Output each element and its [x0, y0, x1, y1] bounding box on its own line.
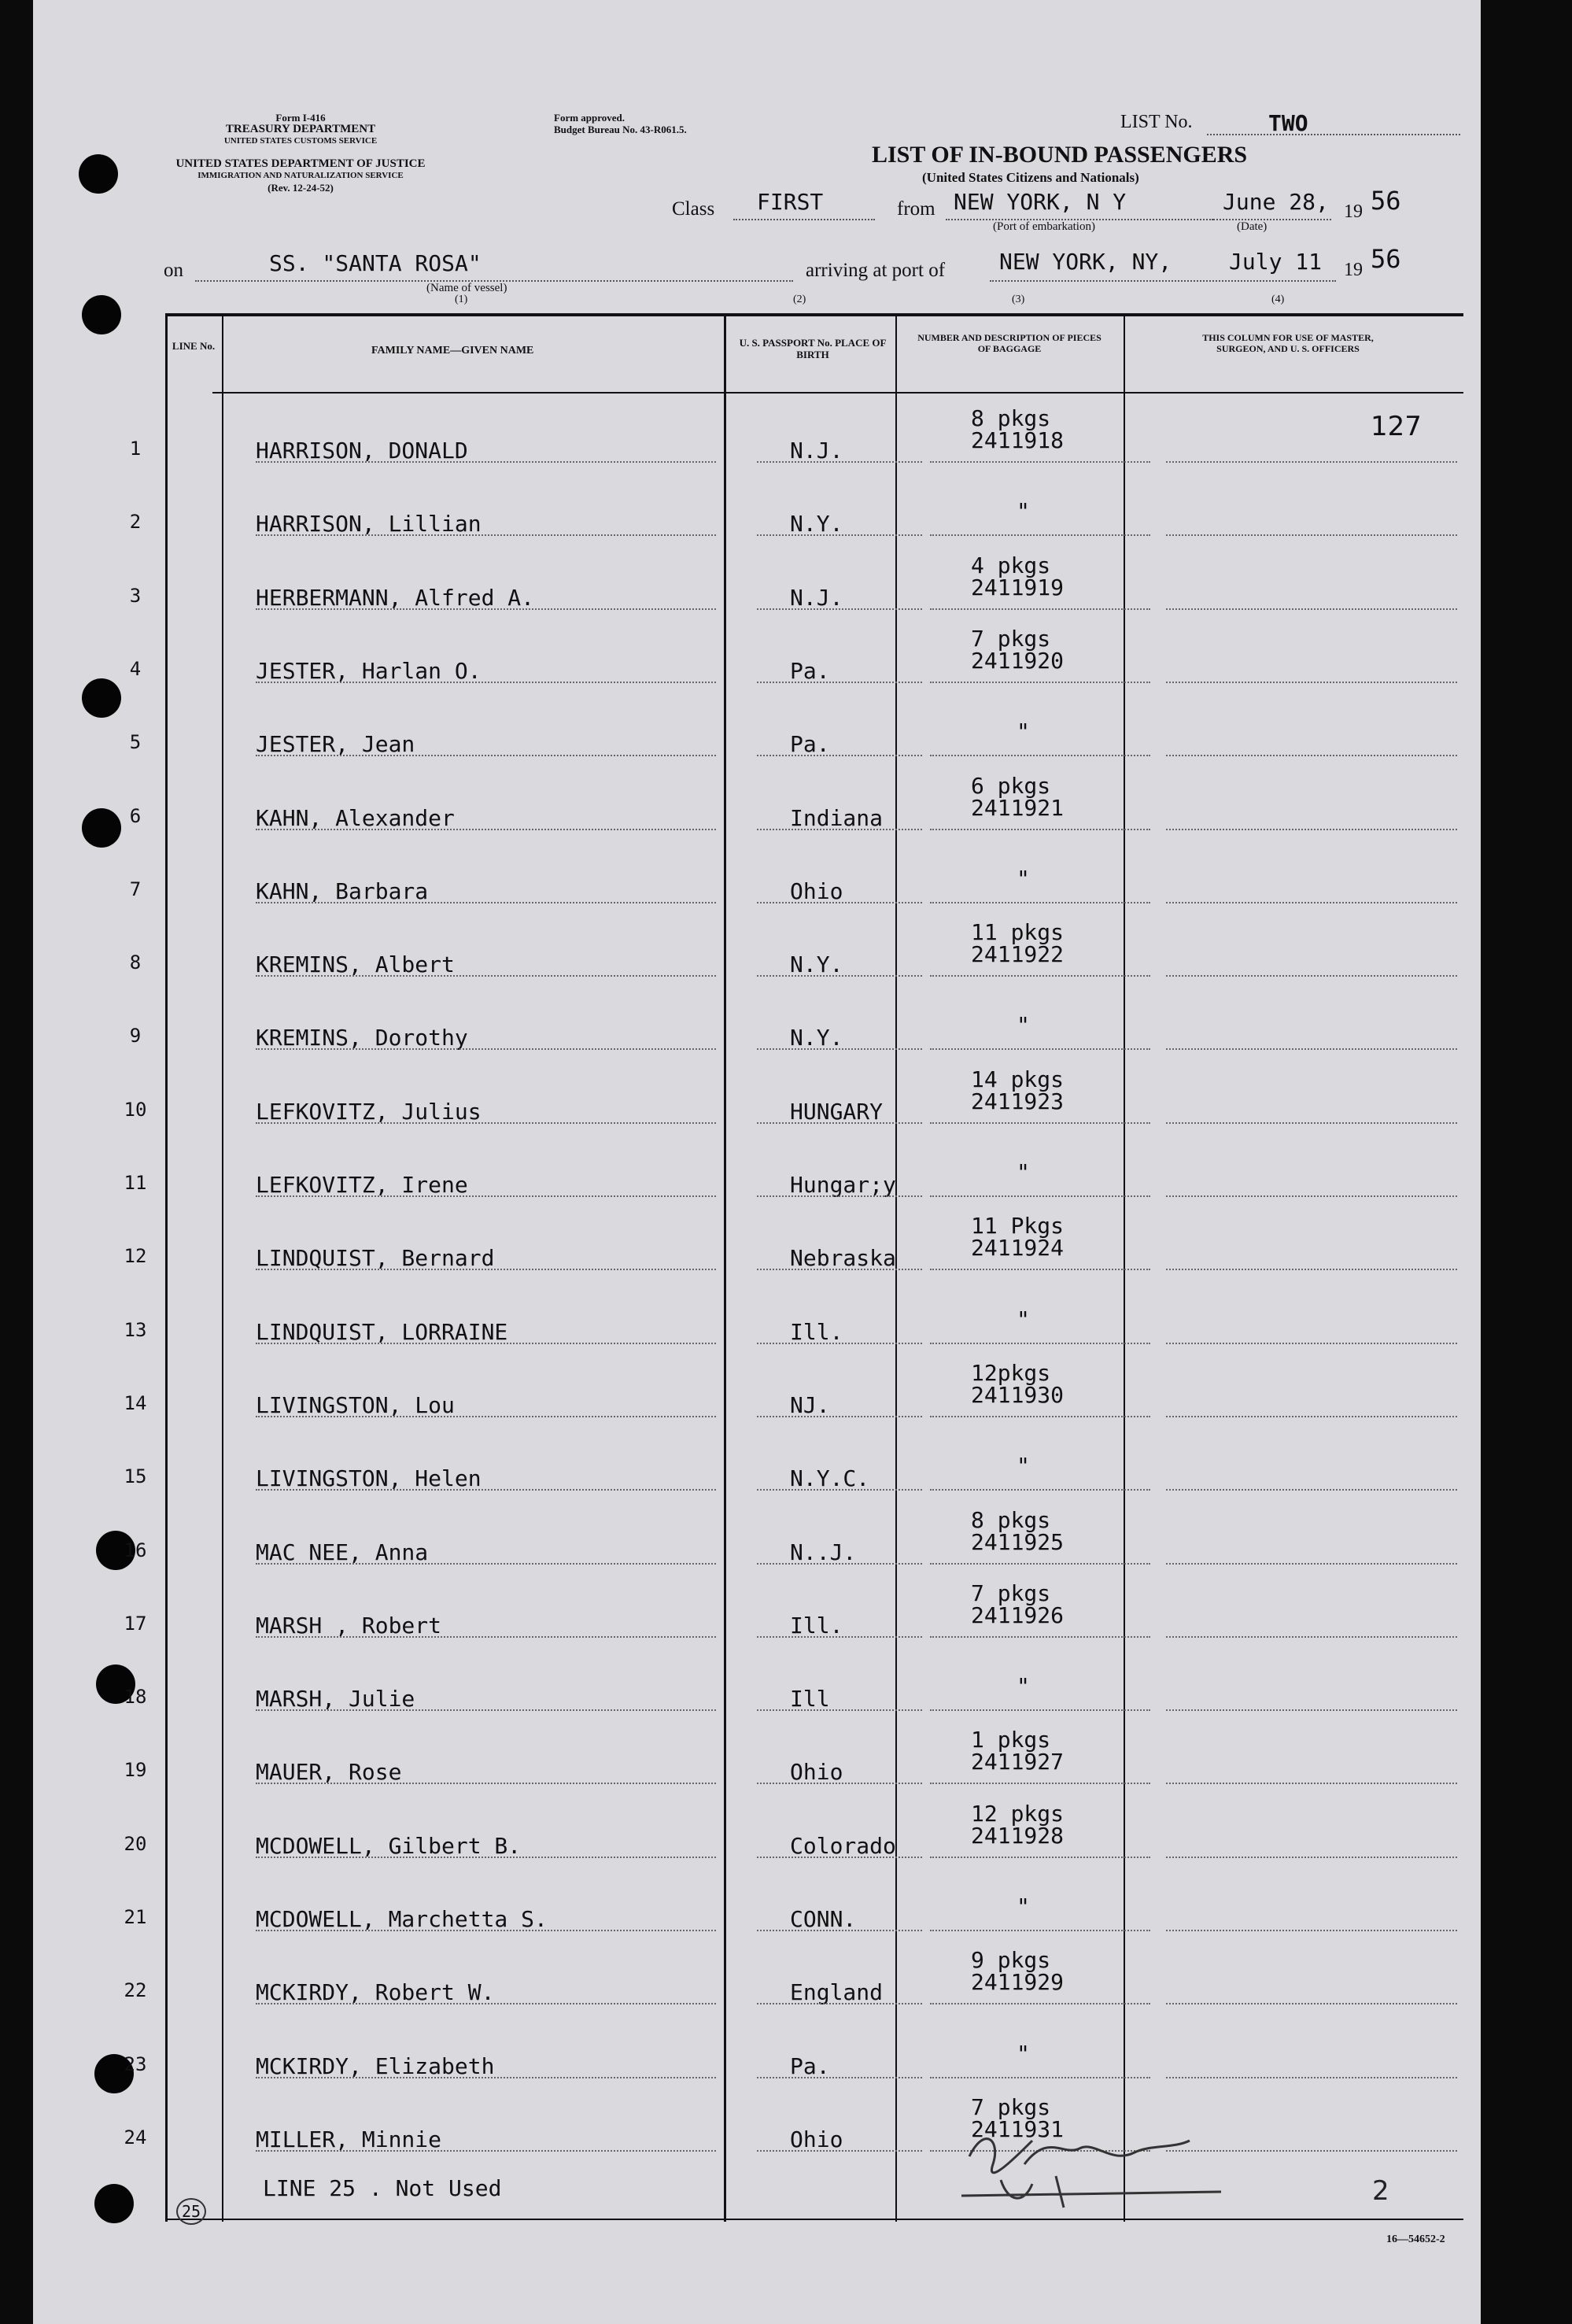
- ditto-mark: ": [1017, 865, 1030, 892]
- ditto-mark: ": [1017, 1012, 1030, 1039]
- officer-dotted-line: [1166, 1489, 1457, 1491]
- baggage-dotted-line: [930, 2077, 1150, 2078]
- table-row: [33, 1431, 1481, 1504]
- treasury-dept: TREASURY DEPARTMENT: [225, 123, 376, 135]
- officer-dotted-line: [1166, 1122, 1457, 1124]
- line-number: 7: [129, 878, 142, 900]
- form-number: Form I-416: [275, 112, 326, 124]
- place-dotted-line: [757, 461, 922, 463]
- baggage-number: 2411930: [971, 1381, 1065, 1408]
- baggage-number: 2411921: [971, 794, 1065, 821]
- passenger-name: KAHN, Barbara: [256, 878, 429, 904]
- place-of-birth: N.J.: [790, 438, 843, 464]
- baggage-description: [938, 1947, 1150, 1996]
- agency-block: [151, 112, 450, 194]
- year-prefix: 19: [1344, 201, 1363, 222]
- officer-dotted-line: [1166, 1783, 1457, 1784]
- passenger-name: LIVINGSTON, Lou: [256, 1391, 455, 1418]
- name-dotted-line: [256, 682, 716, 683]
- class-line: [733, 219, 875, 220]
- class-value: FIRST: [757, 189, 824, 215]
- customs-service: UNITED STATES CUSTOMS SERVICE: [223, 136, 378, 146]
- baggage-count: 12pkgs: [971, 1359, 1051, 1386]
- name-dotted-line: [256, 1489, 716, 1491]
- passenger-name: MCKIRDY, Elizabeth: [256, 2052, 495, 2079]
- line-number: 10: [124, 1098, 147, 1121]
- year-suffix: 56: [1371, 186, 1401, 216]
- revision: (Rev. 12-24-52): [268, 182, 334, 194]
- page-subtitle: (United States Citizens and Nationals): [922, 170, 1139, 185]
- line-number: 19: [124, 1759, 147, 1782]
- baggage-dotted-line: [930, 1416, 1150, 1417]
- ditto-mark: ": [1017, 498, 1030, 525]
- name-dotted-line: [256, 2150, 716, 2152]
- place-dotted-line: [757, 1563, 922, 1565]
- officer-dotted-line: [1166, 1048, 1457, 1050]
- baggage-dotted-line: [930, 755, 1150, 756]
- baggage-count: 9 pkgs: [971, 1947, 1051, 1974]
- baggage-count: 8 pkgs: [971, 1506, 1051, 1533]
- place-dotted-line: [757, 975, 922, 977]
- line-number: 9: [129, 1025, 142, 1047]
- place-dotted-line: [757, 1343, 922, 1344]
- name-dotted-line: [256, 1857, 716, 1858]
- name-dotted-line: [256, 1416, 716, 1417]
- officer-dotted-line: [1166, 2077, 1457, 2078]
- col-header-line-no: LINE No.: [172, 340, 216, 352]
- line-number: 1: [129, 438, 142, 460]
- name-dotted-line: [256, 1783, 716, 1784]
- place-dotted-line: [757, 2077, 922, 2078]
- baggage-description: [938, 625, 1150, 674]
- passenger-name: KREMINS, Albert: [256, 951, 455, 978]
- place-dotted-line: [757, 534, 922, 536]
- officer-dotted-line: [1166, 1195, 1457, 1197]
- place-of-birth: Pa.: [790, 731, 830, 758]
- list-number-line: [1207, 134, 1460, 135]
- place-dotted-line: [757, 2003, 922, 2004]
- baggage-dotted-line: [930, 1709, 1150, 1711]
- baggage-count: 1 pkgs: [971, 1727, 1051, 1753]
- officer-dotted-line: [1166, 2003, 1457, 2004]
- passenger-name: LINDQUIST, Bernard: [256, 1245, 495, 1272]
- table-row: [33, 2019, 1481, 2092]
- baggage-dotted-line: [930, 1269, 1150, 1270]
- passenger-name: LIVINGSTON, Helen: [256, 1465, 482, 1492]
- place-of-birth: Hungar;y: [790, 1172, 896, 1198]
- place-dotted-line: [757, 682, 922, 683]
- baggage-dotted-line: [930, 1636, 1150, 1638]
- baggage-number: 2411927: [971, 1749, 1065, 1775]
- date-value: June 28,: [1223, 189, 1329, 215]
- table-row: [33, 476, 1481, 549]
- table-top-rule: [165, 313, 1463, 316]
- baggage-dotted-line: [930, 1563, 1150, 1565]
- arrival-date: July 11: [1229, 249, 1323, 275]
- place-of-birth: Ill: [790, 1686, 830, 1713]
- place-of-birth: N..J.: [790, 1539, 857, 1565]
- baggage-count: 7 pkgs: [971, 1580, 1051, 1606]
- table-row: [33, 550, 1481, 623]
- place-of-birth: N.Y.C.: [790, 1465, 870, 1492]
- passenger-name: HERBERMANN, Alfred A.: [256, 584, 535, 611]
- baggage-dotted-line: [930, 1930, 1150, 1931]
- baggage-number: 2411923: [971, 1088, 1065, 1114]
- name-dotted-line: [256, 2077, 716, 2078]
- table-row: [33, 1651, 1481, 1724]
- officer-dotted-line: [1166, 1269, 1457, 1270]
- approval-block: [554, 112, 687, 135]
- date-line: [1213, 219, 1331, 220]
- officer-dotted-line: [1166, 1563, 1457, 1565]
- name-dotted-line: [256, 1563, 716, 1565]
- place-dotted-line: [757, 1416, 922, 1417]
- table-row: [33, 623, 1481, 696]
- baggage-count: 7 pkgs: [971, 2093, 1051, 2120]
- table-row: [33, 2092, 1481, 2165]
- arriving-label: arriving at port of: [806, 260, 946, 281]
- place-of-birth: Colorado: [790, 1832, 896, 1859]
- line-number: 24: [124, 2126, 147, 2148]
- officer-note: 127: [1371, 411, 1422, 442]
- officer-dotted-line: [1166, 975, 1457, 977]
- ins-label: IMMIGRATION AND NATURALIZATION SERVICE: [197, 171, 404, 180]
- name-dotted-line: [256, 461, 716, 463]
- place-of-birth: Ohio: [790, 2126, 843, 2152]
- place-dotted-line: [757, 1122, 922, 1124]
- ditto-mark: ": [1017, 719, 1030, 745]
- baggage-description: [938, 1066, 1150, 1114]
- passenger-name: MCDOWELL, Marchetta S.: [256, 1906, 548, 1932]
- line-25-note: 2: [1372, 2175, 1389, 2207]
- on-label: on: [164, 260, 183, 281]
- passenger-name: JESTER, Harlan O.: [256, 657, 482, 684]
- line-number: 23: [124, 2052, 147, 2075]
- arrival-port: NEW YORK, NY,: [999, 249, 1172, 275]
- line-number: 21: [124, 1906, 147, 1928]
- place-of-birth: NJ.: [790, 1391, 830, 1418]
- place-of-birth: Ohio: [790, 1759, 843, 1786]
- baggage-dotted-line: [930, 1783, 1150, 1784]
- col-header-baggage: NUMBER AND DESCRIPTION OF PIECES OF BAGGAGE: [917, 332, 1102, 354]
- table-row: [33, 696, 1481, 770]
- ditto-mark: ": [1017, 1453, 1030, 1480]
- baggage-dotted-line: [930, 534, 1150, 536]
- place-of-birth: Ill.: [790, 1612, 843, 1639]
- baggage-dotted-line: [930, 975, 1150, 977]
- place-dotted-line: [757, 902, 922, 903]
- baggage-description: [938, 1213, 1150, 1262]
- baggage-number: 2411926: [971, 1602, 1065, 1628]
- arrival-year-prefix: 19: [1344, 260, 1363, 280]
- baggage-number: 2411928: [971, 1822, 1065, 1849]
- line-number: 4: [129, 657, 142, 680]
- name-dotted-line: [256, 1343, 716, 1344]
- page-title: LIST OF IN-BOUND PASSENGERS: [872, 142, 1248, 168]
- baggage-count: 11 Pkgs: [971, 1213, 1065, 1240]
- baggage-dotted-line: [930, 902, 1150, 903]
- officer-dotted-line: [1166, 534, 1457, 536]
- place-dotted-line: [757, 1489, 922, 1491]
- place-of-birth: Ill.: [790, 1318, 843, 1345]
- baggage-description: [938, 919, 1150, 968]
- passenger-name: MAUER, Rose: [256, 1759, 402, 1786]
- name-dotted-line: [256, 1122, 716, 1124]
- baggage-number: 2411922: [971, 941, 1065, 968]
- punch-hole: [94, 2184, 134, 2223]
- table-row: [33, 990, 1481, 1063]
- baggage-dotted-line: [930, 2003, 1150, 2004]
- date-caption: (Date): [1237, 220, 1268, 233]
- line-number: 2: [129, 511, 142, 534]
- col-header-passport: U. S. PASSPORT No. PLACE OF BIRTH: [739, 337, 887, 360]
- baggage-dotted-line: [930, 1122, 1150, 1124]
- baggage-count: 12 pkgs: [971, 1800, 1065, 1827]
- port-line: [990, 280, 1336, 282]
- baggage-count: 14 pkgs: [971, 1066, 1065, 1092]
- place-of-birth: Pa.: [790, 2052, 830, 2079]
- table-row: [33, 1284, 1481, 1358]
- baggage-number: 2411919: [971, 574, 1065, 600]
- line-number: 15: [124, 1465, 147, 1488]
- line-number: 6: [129, 804, 142, 827]
- baggage-number: 2411925: [971, 1528, 1065, 1555]
- table-row: [33, 917, 1481, 990]
- baggage-dotted-line: [930, 461, 1150, 463]
- name-dotted-line: [256, 1636, 716, 1638]
- vessel-name: SS. "SANTA ROSA": [269, 250, 482, 276]
- punch-hole: [79, 154, 118, 194]
- ditto-mark: ": [1017, 1894, 1030, 1919]
- passenger-name: MAC NEE, Anna: [256, 1539, 429, 1565]
- table-row: [33, 1137, 1481, 1210]
- table-row: [33, 1505, 1481, 1578]
- baggage-number: 2411920: [971, 647, 1065, 674]
- baggage-description: [938, 772, 1150, 821]
- place-dotted-line: [757, 1857, 922, 1858]
- officer-dotted-line: [1166, 1930, 1457, 1931]
- passenger-name: MCKIRDY, Robert W.: [256, 1979, 495, 2006]
- place-dotted-line: [757, 1269, 922, 1270]
- table-row: [33, 844, 1481, 917]
- name-dotted-line: [256, 1269, 716, 1270]
- place-dotted-line: [757, 608, 922, 610]
- from-label: from: [897, 198, 935, 220]
- place-of-birth: N.Y.: [790, 1025, 843, 1051]
- baggage-dotted-line: [930, 1489, 1150, 1491]
- baggage-description: [938, 405, 1150, 453]
- place-dotted-line: [757, 1195, 922, 1197]
- line-number: 3: [129, 584, 142, 607]
- baggage-description: [938, 1506, 1150, 1555]
- place-dotted-line: [757, 829, 922, 830]
- passenger-name: LEFKOVITZ, Julius: [256, 1098, 482, 1125]
- place-dotted-line: [757, 1783, 922, 1784]
- table-row: [33, 1945, 1481, 2018]
- baggage-dotted-line: [930, 682, 1150, 683]
- passenger-name: KAHN, Alexander: [256, 804, 455, 831]
- baggage-dotted-line: [930, 1048, 1150, 1050]
- passenger-name: JESTER, Jean: [256, 731, 415, 758]
- punch-hole: [82, 295, 121, 334]
- line-number: 20: [124, 1832, 147, 1855]
- line-number: 17: [124, 1612, 147, 1635]
- baggage-count: 6 pkgs: [971, 772, 1051, 799]
- name-dotted-line: [256, 1048, 716, 1050]
- place-of-birth: CONN.: [790, 1906, 857, 1932]
- name-dotted-line: [256, 534, 716, 536]
- place-of-birth: N.Y.: [790, 951, 843, 978]
- arrival-year-suffix: 56: [1371, 244, 1401, 274]
- name-dotted-line: [256, 1195, 716, 1197]
- officer-dotted-line: [1166, 829, 1457, 830]
- caption-1: (1): [455, 294, 468, 305]
- baggage-dotted-line: [930, 829, 1150, 830]
- officer-dotted-line: [1166, 1416, 1457, 1417]
- baggage-count: 8 pkgs: [971, 405, 1051, 431]
- place-dotted-line: [757, 1930, 922, 1931]
- vessel-caption: (Name of vessel): [426, 282, 507, 294]
- officer-signature: [938, 2109, 1253, 2219]
- caption-3: (3): [1012, 294, 1025, 305]
- from-value: NEW YORK, N Y: [954, 189, 1127, 215]
- place-of-birth: Pa.: [790, 657, 830, 684]
- line-number: 22: [124, 1979, 147, 2002]
- passenger-name: KREMINS, Dorothy: [256, 1025, 468, 1051]
- line-25-text: LINE 25 . Not Used: [263, 2175, 502, 2201]
- officer-dotted-line: [1166, 1857, 1457, 1858]
- table-row: [33, 1798, 1481, 1871]
- officer-dotted-line: [1166, 1709, 1457, 1711]
- table-row: [33, 1210, 1481, 1284]
- header-bottom-rule: [212, 392, 1463, 393]
- line-number: 18: [124, 1686, 147, 1709]
- ditto-mark: ": [1017, 2040, 1030, 2067]
- officer-dotted-line: [1166, 608, 1457, 610]
- document-page: [33, 0, 1481, 2324]
- justice-dept: UNITED STATES DEPARTMENT OF JUSTICE: [175, 157, 426, 170]
- name-dotted-line: [256, 829, 716, 830]
- name-dotted-line: [256, 975, 716, 977]
- baggage-description: [938, 1359, 1150, 1408]
- baggage-description: [938, 1729, 1150, 1773]
- baggage-dotted-line: [930, 1195, 1150, 1197]
- baggage-number: 2411924: [971, 1235, 1065, 1262]
- passenger-name: HARRISON, Lillian: [256, 511, 482, 538]
- baggage-number: 2411918: [971, 427, 1065, 453]
- passenger-name: MARSH, Julie: [256, 1686, 415, 1713]
- baggage-number: 2411931: [971, 2115, 1065, 2142]
- form-approved: Form approved.: [554, 112, 625, 124]
- ditto-mark: ": [1017, 1159, 1030, 1185]
- officer-dotted-line: [1166, 1343, 1457, 1344]
- table-row: [33, 1358, 1481, 1431]
- passenger-name: LINDQUIST, LORRAINE: [256, 1318, 508, 1345]
- line-number: 5: [129, 731, 142, 754]
- baggage-description: [938, 1800, 1150, 1849]
- print-code: 16—54652-2: [1386, 2233, 1445, 2245]
- passenger-name: MILLER, Minnie: [256, 2126, 442, 2152]
- caption-2: (2): [793, 294, 806, 305]
- line-number: 12: [124, 1245, 147, 1268]
- baggage-dotted-line: [930, 1343, 1150, 1344]
- officer-dotted-line: [1166, 1636, 1457, 1638]
- baggage-dotted-line: [930, 1857, 1150, 1858]
- table-row: [33, 1064, 1481, 1137]
- table-row: [33, 1871, 1481, 1945]
- passenger-name: MARSH , Robert: [256, 1612, 442, 1639]
- place-dotted-line: [757, 1636, 922, 1638]
- table-row: [33, 770, 1481, 844]
- table-row: [33, 1724, 1481, 1797]
- place-dotted-line: [757, 2150, 922, 2152]
- passenger-name: HARRISON, DONALD: [256, 438, 468, 464]
- place-of-birth: Ohio: [790, 878, 843, 904]
- place-of-birth: HUNGARY: [790, 1098, 884, 1125]
- place-dotted-line: [757, 1709, 922, 1711]
- name-dotted-line: [256, 902, 716, 903]
- place-dotted-line: [757, 755, 922, 756]
- col-header-officers: THIS COLUMN FOR USE OF MASTER, SURGEON, AND U. S. OFFICERS: [1202, 332, 1374, 354]
- embarkation-caption: (Port of embarkation): [993, 220, 1095, 233]
- line-number: 13: [124, 1318, 147, 1341]
- place-of-birth: Nebraska: [790, 1245, 896, 1272]
- place-of-birth: N.J.: [790, 584, 843, 611]
- caption-4: (4): [1271, 294, 1285, 305]
- table-bottom-rule: [165, 2219, 1463, 2220]
- budget-bureau: Budget Bureau No. 43-R061.5.: [554, 124, 687, 135]
- place-of-birth: England: [790, 1979, 884, 2006]
- name-dotted-line: [256, 2003, 716, 2004]
- class-label: Class: [672, 198, 715, 220]
- baggage-number: 2411929: [971, 1969, 1065, 1996]
- list-number-value: TWO: [1268, 110, 1308, 136]
- table-row: [33, 1578, 1481, 1651]
- ditto-mark: ": [1017, 1673, 1030, 1700]
- officer-dotted-line: [1166, 902, 1457, 903]
- baggage-description: [938, 1580, 1150, 1628]
- place-dotted-line: [757, 1048, 922, 1050]
- baggage-count: 11 pkgs: [971, 919, 1065, 946]
- line-number: 14: [124, 1391, 147, 1414]
- name-dotted-line: [256, 608, 716, 610]
- line-25-number: 25: [176, 2198, 206, 2225]
- col-header-name: FAMILY NAME—GIVEN NAME: [371, 345, 534, 357]
- baggage-dotted-line: [930, 608, 1150, 610]
- table-row: [33, 403, 1481, 476]
- officer-dotted-line: [1166, 461, 1457, 463]
- baggage-description: [938, 552, 1150, 600]
- line-number: 11: [124, 1172, 147, 1194]
- place-of-birth: N.Y.: [790, 511, 843, 538]
- name-dotted-line: [256, 1930, 716, 1931]
- name-dotted-line: [256, 755, 716, 756]
- list-number-label: LIST No.: [1120, 112, 1193, 132]
- passenger-name: LEFKOVITZ, Irene: [256, 1172, 468, 1198]
- baggage-count: 7 pkgs: [971, 625, 1051, 652]
- line-number: 8: [129, 951, 142, 974]
- passenger-name: MCDOWELL, Gilbert B.: [256, 1832, 522, 1859]
- place-of-birth: Indiana: [790, 804, 884, 831]
- baggage-count: 4 pkgs: [971, 552, 1051, 578]
- officer-dotted-line: [1166, 755, 1457, 756]
- ditto-mark: ": [1017, 1306, 1030, 1332]
- name-dotted-line: [256, 1709, 716, 1711]
- officer-dotted-line: [1166, 682, 1457, 683]
- line-number: 16: [124, 1539, 147, 1561]
